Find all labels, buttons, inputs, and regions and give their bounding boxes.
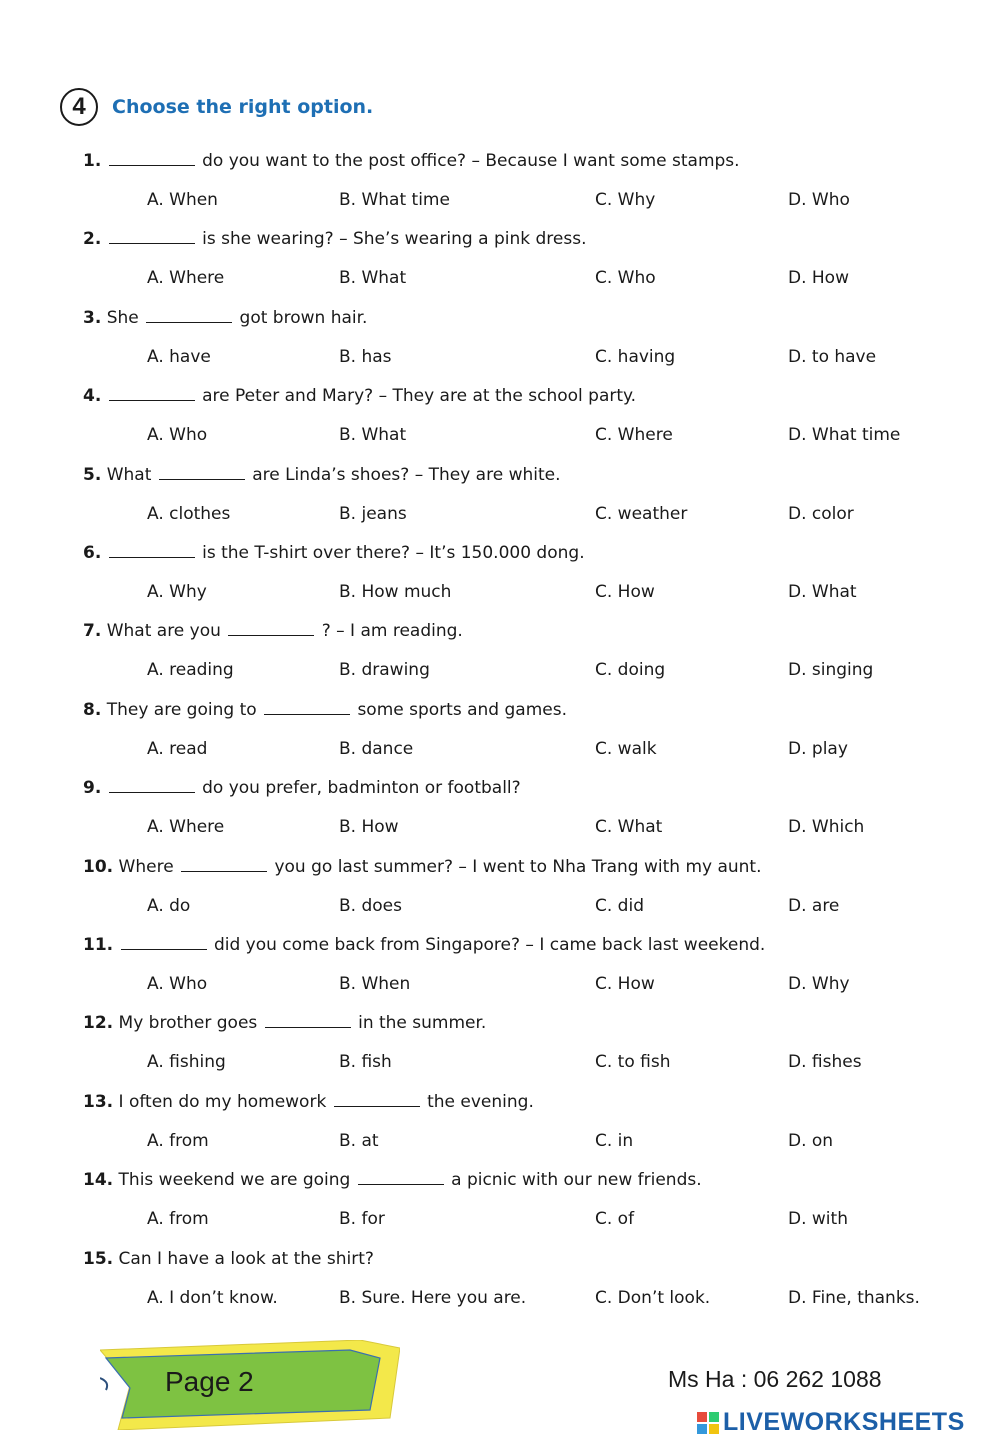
option-d[interactable]: D. fishes <box>788 1052 862 1072</box>
answer-blank[interactable] <box>264 700 350 715</box>
answer-blank[interactable] <box>159 465 245 480</box>
question-number: 15. <box>83 1249 114 1269</box>
option-a[interactable]: A. from <box>147 1131 209 1151</box>
liveworksheets-brand[interactable] <box>697 1408 965 1437</box>
question-number: 6. <box>83 543 102 563</box>
option-a[interactable]: A. Why <box>147 582 207 602</box>
question-text-before: Can I have a look at the shirt? <box>118 1249 374 1269</box>
option-d[interactable]: D. Which <box>788 817 865 837</box>
answer-blank[interactable] <box>109 386 195 401</box>
section-header <box>60 85 373 129</box>
answer-blank[interactable] <box>228 621 314 636</box>
question-text-before: She <box>106 308 139 328</box>
question-number: 13. <box>83 1092 114 1112</box>
option-b[interactable]: B. has <box>339 347 392 367</box>
option-b[interactable]: B. at <box>339 1131 379 1151</box>
option-a[interactable]: A. I don’t know. <box>147 1288 278 1308</box>
answer-blank[interactable] <box>334 1092 420 1107</box>
question-10 <box>83 856 762 878</box>
option-a[interactable]: A. reading <box>147 660 234 680</box>
question-6 <box>83 542 585 564</box>
section-number-badge: 4 <box>60 88 98 126</box>
option-c[interactable]: C. having <box>595 347 676 367</box>
question-4 <box>83 385 636 407</box>
question-text-before: My brother goes <box>118 1013 258 1033</box>
question-text-after: some sports and games. <box>357 700 567 720</box>
option-d[interactable]: D. What time <box>788 425 901 445</box>
question-text-after: the evening. <box>427 1092 534 1112</box>
question-12 <box>83 1012 486 1034</box>
option-b[interactable]: B. fish <box>339 1052 392 1072</box>
question-number: 7. <box>83 621 102 641</box>
option-b[interactable]: B. When <box>339 974 411 994</box>
question-text-after: ? – I am reading. <box>321 621 463 641</box>
question-text-after: got brown hair. <box>239 308 368 328</box>
question-number: 4. <box>83 386 102 406</box>
question-number: 3. <box>83 308 102 328</box>
question-1 <box>83 150 740 172</box>
option-a[interactable]: A. Who <box>147 425 208 445</box>
option-c[interactable]: C. doing <box>595 660 666 680</box>
option-d[interactable]: D. singing <box>788 660 874 680</box>
question-2 <box>83 228 586 250</box>
question-number: 1. <box>83 151 102 171</box>
question-text-after: are Peter and Mary? – They are at the school party. <box>202 386 637 406</box>
option-d[interactable]: D. Why <box>788 974 850 994</box>
option-b[interactable]: B. does <box>339 896 402 916</box>
option-b[interactable]: B. for <box>339 1209 385 1229</box>
question-number: 12. <box>83 1013 114 1033</box>
question-3 <box>83 307 367 329</box>
answer-blank[interactable] <box>265 1013 351 1028</box>
question-text-after: a picnic with our new friends. <box>451 1170 702 1190</box>
question-number: 14. <box>83 1170 114 1190</box>
question-text-after: do you prefer, badminton or football? <box>202 778 521 798</box>
question-text-after: did you come back from Singapore? – I came back last weekend. <box>213 935 766 955</box>
option-c[interactable]: C. What <box>595 817 663 837</box>
question-number: 10. <box>83 857 114 877</box>
option-c[interactable]: C. Where <box>595 425 673 445</box>
question-text-after: is the T-shirt over there? – It’s 150.000 dong. <box>202 543 585 563</box>
option-c[interactable]: C. walk <box>595 739 657 759</box>
question-7 <box>83 620 463 642</box>
teacher-contact: Ms Ha : 06 262 1088 <box>668 1366 882 1392</box>
option-c[interactable]: C. Why <box>595 190 656 210</box>
option-d[interactable]: D. Who <box>788 190 850 210</box>
question-text-before: I often do my homework <box>118 1092 327 1112</box>
option-a[interactable]: A. read <box>147 739 208 759</box>
option-b[interactable]: B. dance <box>339 739 414 759</box>
option-a[interactable]: A. have <box>147 347 211 367</box>
question-text-after: do you want to the post office? – Because I want some stamps. <box>202 151 740 171</box>
question-13 <box>83 1091 534 1113</box>
option-c[interactable]: C. weather <box>595 504 688 524</box>
option-c[interactable]: C. did <box>595 896 644 916</box>
option-b[interactable]: B. How much <box>339 582 452 602</box>
question-text-before: This weekend we are going <box>118 1170 351 1190</box>
question-text-after: you go last summer? – I went to Nha Trang with my aunt. <box>274 857 762 877</box>
question-text-after: are Linda’s shoes? – They are white. <box>252 465 561 485</box>
liveworksheets-wordmark: LIVEWORKSHEETS <box>723 1408 965 1436</box>
option-a[interactable]: A. Where <box>147 817 225 837</box>
answer-blank[interactable] <box>181 857 267 872</box>
section-title: Choose the right option. <box>112 96 374 118</box>
question-9 <box>83 777 521 799</box>
question-15 <box>83 1248 374 1270</box>
question-5 <box>83 464 561 486</box>
question-number: 9. <box>83 778 102 798</box>
option-c[interactable]: C. How <box>595 974 655 994</box>
question-number: 11. <box>83 935 114 955</box>
option-d[interactable]: D. Fine, thanks. <box>788 1288 920 1308</box>
option-a[interactable]: A. fishing <box>147 1052 226 1072</box>
option-b[interactable]: B. Sure. Here you are. <box>339 1288 527 1308</box>
question-text-before: Where <box>118 857 174 877</box>
option-c[interactable]: C. Don’t look. <box>595 1288 711 1308</box>
question-11 <box>83 934 765 956</box>
answer-blank[interactable] <box>121 935 207 950</box>
question-8 <box>83 699 567 721</box>
question-text-after: is she wearing? – She’s wearing a pink dress. <box>202 229 587 249</box>
answer-blank[interactable] <box>146 308 232 323</box>
question-number: 5. <box>83 465 102 485</box>
option-d[interactable]: D. are <box>788 896 840 916</box>
option-c[interactable]: C. in <box>595 1131 634 1151</box>
option-d[interactable]: D. What <box>788 582 857 602</box>
option-d[interactable]: D. with <box>788 1209 848 1229</box>
option-a[interactable]: A. When <box>147 190 218 210</box>
option-a[interactable]: A. do <box>147 896 191 916</box>
answer-blank[interactable] <box>358 1170 444 1185</box>
option-a[interactable]: A. Who <box>147 974 208 994</box>
answer-blank[interactable] <box>109 229 195 244</box>
option-d[interactable]: D. play <box>788 739 848 759</box>
option-a[interactable]: A. Where <box>147 268 225 288</box>
option-d[interactable]: D. color <box>788 504 854 524</box>
option-c[interactable]: C. of <box>595 1209 635 1229</box>
answer-blank[interactable] <box>109 151 195 166</box>
answer-blank[interactable] <box>109 543 195 558</box>
option-b[interactable]: B. jeans <box>339 504 407 524</box>
option-d[interactable]: D. How <box>788 268 849 288</box>
option-a[interactable]: A. clothes <box>147 504 231 524</box>
liveworksheets-logo-icon <box>697 1412 719 1434</box>
answer-blank[interactable] <box>109 778 195 793</box>
option-b[interactable]: B. How <box>339 817 399 837</box>
option-b[interactable]: B. What <box>339 268 407 288</box>
option-b[interactable]: B. What time <box>339 190 450 210</box>
question-number: 2. <box>83 229 102 249</box>
question-14 <box>83 1169 702 1191</box>
option-a[interactable]: A. from <box>147 1209 209 1229</box>
option-b[interactable]: B. What <box>339 425 407 445</box>
option-d[interactable]: D. to have <box>788 347 877 367</box>
page-label: Page 2 <box>165 1366 254 1397</box>
question-text-before: What <box>106 465 152 485</box>
option-c[interactable]: C. How <box>595 582 655 602</box>
option-b[interactable]: B. drawing <box>339 660 430 680</box>
question-number: 8. <box>83 700 102 720</box>
option-d[interactable]: D. on <box>788 1131 834 1151</box>
question-text-after: in the summer. <box>358 1013 487 1033</box>
option-c[interactable]: C. Who <box>595 268 656 288</box>
question-text-before: They are going to <box>106 700 257 720</box>
option-c[interactable]: C. to fish <box>595 1052 671 1072</box>
question-text-before: What are you <box>106 621 221 641</box>
